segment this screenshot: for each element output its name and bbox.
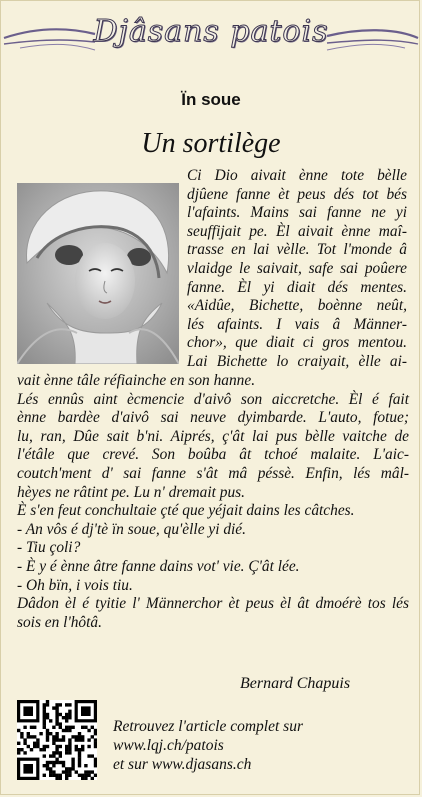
text-line: l'étâle que crevé. Son boûba ât tchoé malaite. L'aic- [17, 446, 409, 464]
text-line: vlaidge le saivait, safe sai poûere [187, 259, 407, 277]
masthead [0, 8, 422, 64]
text-line: - Oh bïn, i vois tiu. [17, 576, 133, 594]
text-line: chor», que diait ci gros mentou. [187, 334, 407, 352]
text-line: coutch'ment d' sai fanne s'ât mâ péssè. Enfin, lés mâl- [17, 464, 409, 482]
text-line: «Aidûe, Bichette, boènne neût, [187, 297, 407, 315]
text-line: Lai Bichette lo craiyait, èlle ai- [187, 352, 407, 370]
text-line: Dâdon èl é tyitie l' Männerchor èt peus èl ât dmoérè tos lés [17, 595, 409, 613]
text-line: l'afaints. Mains sai fanne ne yi [187, 204, 407, 222]
article-kicker: Ïn soue [181, 90, 241, 109]
text-line: Ci Dio aivait ènne tote bèlle [187, 167, 407, 184]
text-line: trasse en lai vèlle. Tot l'monde â [187, 241, 407, 259]
text-line: sois en l'hôtâ. [17, 613, 102, 631]
text-line: fanne. Èl yi diait dés mentes. [187, 278, 407, 296]
text-line: vait ènne tâle réfiainche en son hanne. [17, 372, 256, 389]
text-line: ènne bardèe d'aivô sai neuve dyimbarde. L'auto, fotue; [17, 409, 409, 427]
text-line: hèyes ne râtint pe. Lu n' dremait pus. [17, 483, 245, 501]
text-line: djûene fanne èt peus dés tot bés [187, 185, 407, 203]
footer-link-lqj[interactable]: www.lqj.ch/patois [113, 737, 224, 754]
text-line: lés afaints. I vais â Männer- [187, 315, 407, 333]
text-line: - È y é ènne âtre fanne dains vot' vie. Ç'ât lée. [17, 557, 300, 575]
portrait-image [17, 183, 179, 364]
brand-title: Djâsans patois [93, 14, 329, 49]
footer-line-intro: Retrouvez l'article complet sur [113, 718, 303, 735]
footer-links [113, 717, 403, 774]
article-body-text [17, 372, 409, 632]
text-line: È s'en feut conchultaie çté que yéjait dains les câtches. [17, 502, 355, 520]
footer-link-djasans[interactable]: et sur www.djasans.ch [113, 756, 252, 773]
text-line: seuffijait pe. Èl aivait ènne maî- [187, 222, 407, 240]
qr-code-icon[interactable] [17, 700, 97, 780]
text-line: - Tiu çoli? [17, 539, 81, 557]
article-author: Bernard Chapuis [240, 675, 351, 692]
text-line: lu, ran, Dûe sait b'ni. Aiprés, ç'ât lai pus bèlle vaitche de [17, 427, 409, 445]
text-line: - An vôs é dj'tè ïn soue, qu'èlle yi dié. [17, 520, 246, 538]
article-column-text [187, 167, 407, 372]
text-line: Lés ennûs aint ècmencie d'aivô son aiccretche. Èl é fait [17, 390, 409, 408]
article-title: Un sortilège [141, 128, 281, 159]
